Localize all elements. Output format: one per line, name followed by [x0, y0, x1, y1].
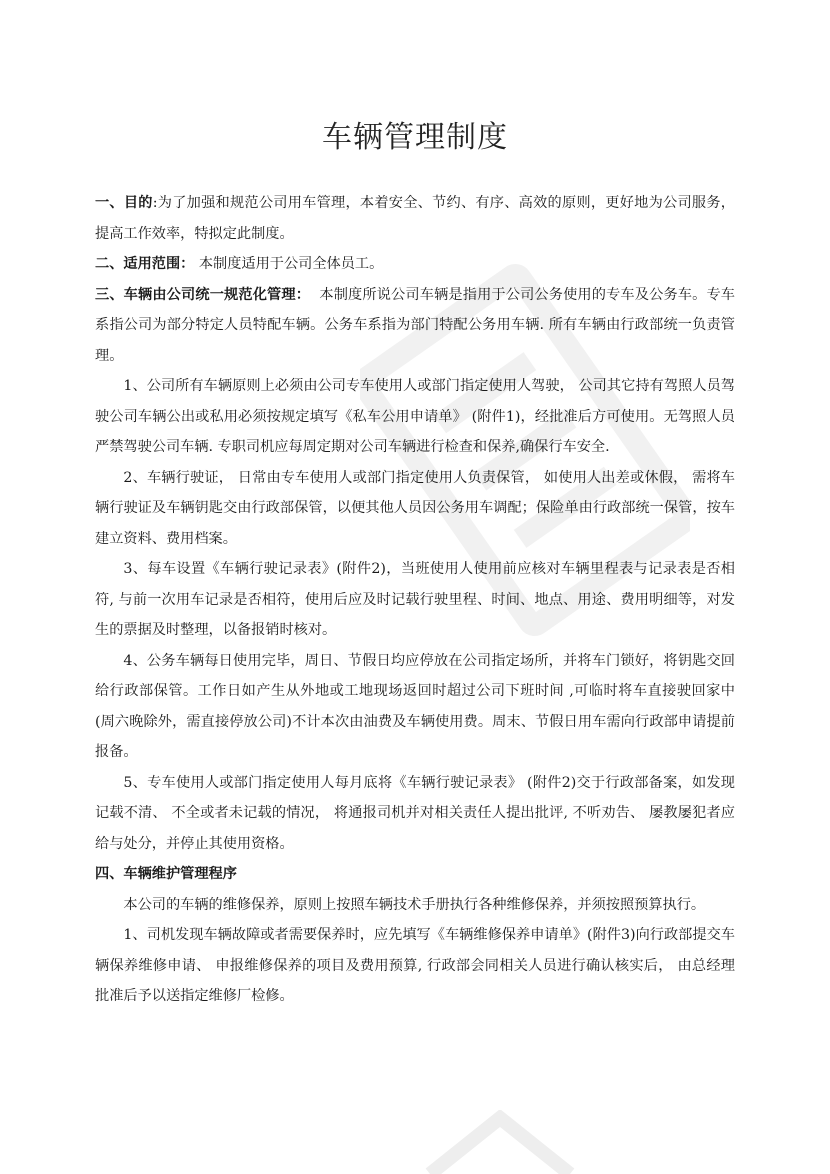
- section-maintenance-heading: 四、车辆维护管理程序: [95, 866, 237, 882]
- section-heading: 一、目的: [95, 195, 153, 211]
- clause-1: 1、公司所有车辆原则上必须由公司专车使用人或部门指定使用人驾驶， 公司其它持有驾照人员驾驶公司车辆公出或私用必须按规定填写《私车公用申请单》 (附件1)，经批准后方可使用。无驾照人员严禁驾驶公司车辆. 专职司机应每周定期对公司车辆进行检查和保养,确保行车安全.: [95, 378, 735, 455]
- section-maintenance-intro: 本公司的车辆的维修保养，原则上按照车辆技术手册执行各种维修保养，并须按照预算执行。: [123, 896, 706, 913]
- clause-3: 3、每车设置《车辆行驶记录表》(附件2)，当班使用人使用前应核对车辆里程表与记录表是否相符, 与前一次用车记录是否相符，使用后应及时记载行驶里程、时间、地点、用途、费用明细等，对发生的票据及时整理，以备报销时核对。: [95, 561, 735, 638]
- section-heading: 三、车辆由公司统一规范化管理：: [95, 286, 311, 303]
- document-title: 车辆管理制度: [322, 120, 508, 155]
- document-body: [95, 188, 735, 1012]
- maintenance-clause-1: 1、司机发现车辆故障或者需要保养时，应先填写《车辆维修保养申请单》(附件3)向行政部提交车辆保养维修申请、 申报维修保养的项目及费用预算, 行政部会同相关人员进行确认核实后， 由总经理批准后予以送指定维修厂检修。: [95, 927, 735, 1004]
- clause-5: 5、专车使用人或部门指定使用人每月底将《车辆行驶记录表》 (附件2)交于行政部备案，如发现记载不清、 不全或者未记载的情况， 将通报司机并对相关责任人提出批评, 不听劝告、 屡教屡犯者应给与处分，并停止其使用资格。: [95, 774, 735, 852]
- clause-4: 4、公务车辆每日使用完毕，周日、节假日均应停放在公司指定场所，并将车门锁好，将钥匙交回给行政部保管。工作日如产生从外地或工地现场返回时超过公司下班时间 ,可临时将车直接驶回家中 (周六晚除外，需直接停放公司)不计本次由油费及车辆使用费。周末、节假日用车需向行政部申请提前报备。: [95, 652, 735, 760]
- section-heading: 二、适用范围：: [95, 256, 195, 272]
- section-text: 为了加强和规范公司用车管理，本着安全、节约、有序、高效的原则，更好地为公司服务，提高工作效率，特拟定此制度。: [95, 195, 735, 242]
- section-purpose: 一、目的:为了加强和规范公司用车管理，本着安全、节约、有序、高效的原则，更好地为公司服务，提高工作效率，特拟定此制度。: [95, 195, 735, 242]
- clause-2: 2、车辆行驶证， 日常由专车使用人或部门指定使用人负责保管， 如使用人出差或休假， 需将车辆行驶证及车辆钥匙交由行政部保管，以便其他人员因公务用车调配；保险单由行政部统一保管，按车建立资料、费用档案。: [95, 469, 735, 547]
- section-unified-management: [95, 280, 735, 372]
- section-text: 本制度适用于公司全体员工。: [198, 256, 384, 272]
- section-scope: [95, 249, 735, 280]
- watermark-bottom-icon: [420, 1110, 580, 1174]
- section-text: 本制度所说公司车辆是指用于公司公务使用的专车及公务车。专车系指公司为部分特定人员特配车辆。公务车系指为部门特配公务用车辆. 所有车辆由行政部统一负责管理。: [95, 286, 735, 364]
